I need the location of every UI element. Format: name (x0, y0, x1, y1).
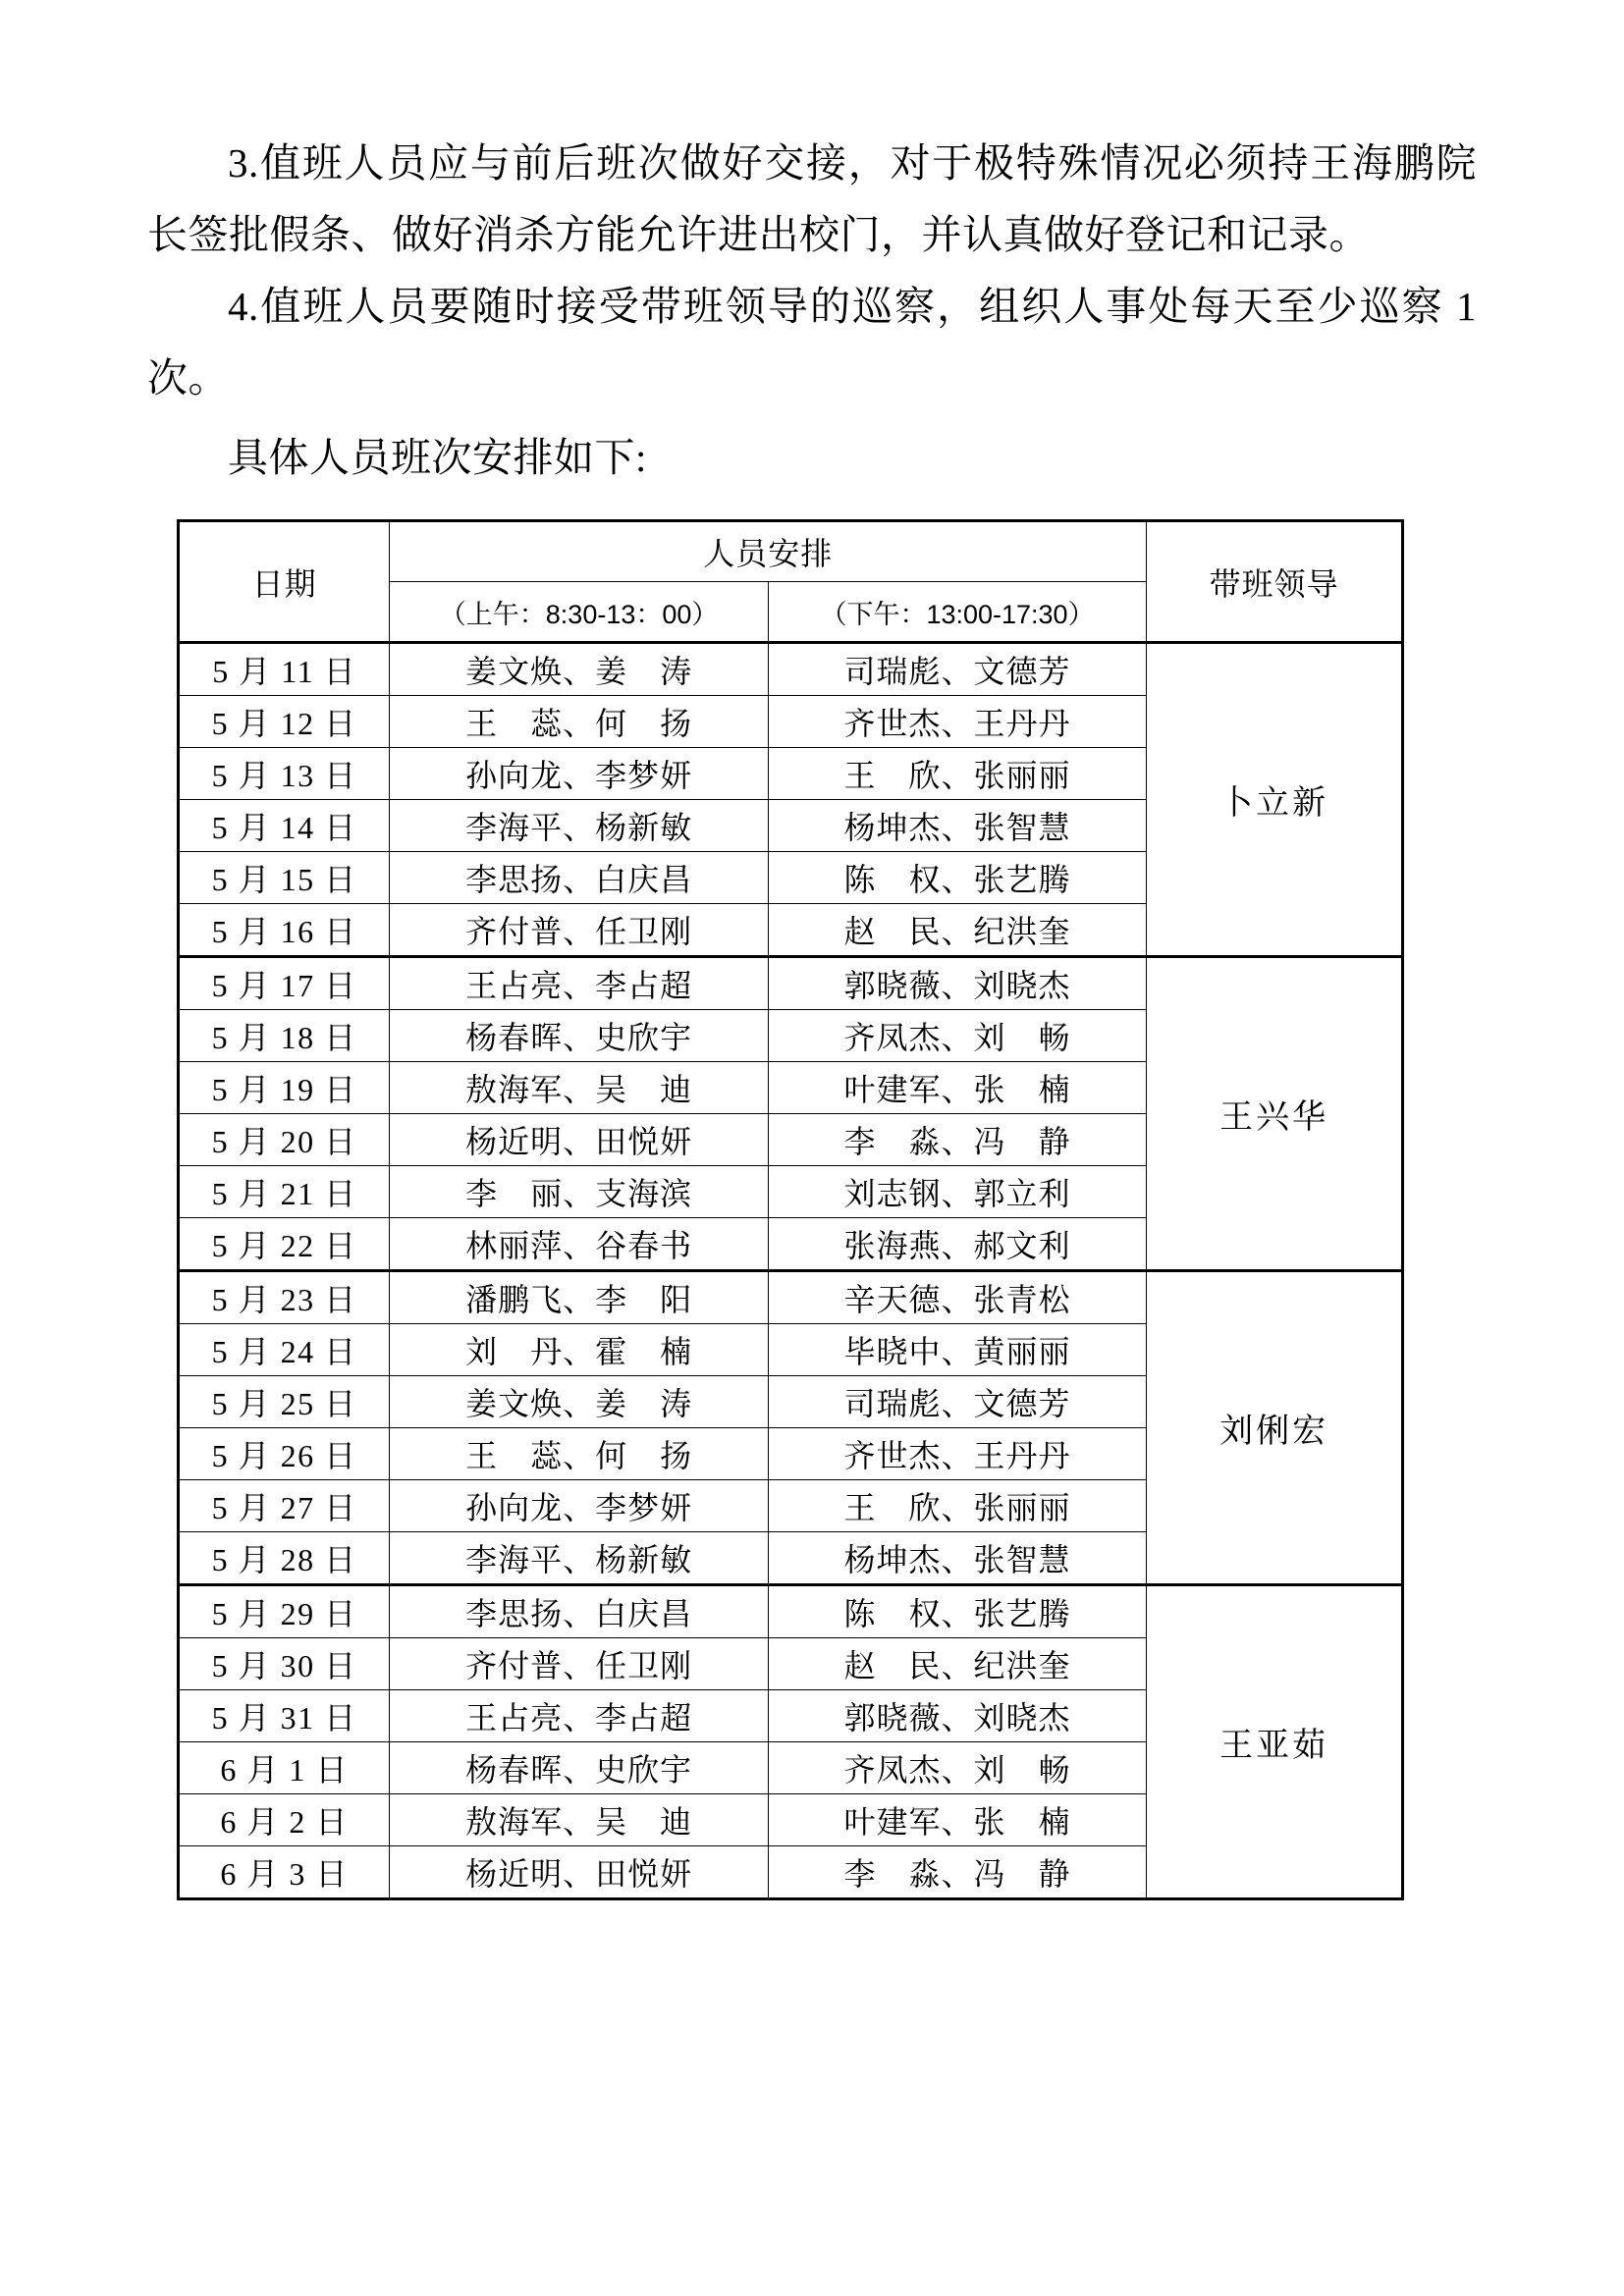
cell-morning-staff: 杨春晖、史欣宇 (390, 1010, 768, 1062)
cell-afternoon-staff: 郭晓薇、刘晓杰 (768, 1690, 1146, 1742)
cell-date: 6 月 2 日 (179, 1794, 390, 1846)
cell-afternoon-staff: 齐世杰、王丹丹 (768, 696, 1146, 748)
cell-afternoon-staff: 郭晓薇、刘晓杰 (768, 957, 1146, 1010)
cell-morning-staff: 王 蕊、何 扬 (390, 1428, 768, 1480)
cell-date: 5 月 27 日 (179, 1480, 390, 1532)
cell-date: 5 月 29 日 (179, 1585, 390, 1638)
cell-afternoon-staff: 李 淼、冯 静 (768, 1846, 1146, 1899)
cell-morning-staff: 王 蕊、何 扬 (390, 696, 768, 748)
header-morning-shift: （上午：8:30-13：00） (390, 582, 768, 643)
cell-afternoon-staff: 叶建军、张 楠 (768, 1062, 1146, 1114)
cell-morning-staff: 刘 丹、霍 楠 (390, 1324, 768, 1376)
cell-morning-staff: 孙向龙、李梦妍 (390, 748, 768, 800)
cell-afternoon-staff: 李 淼、冯 静 (768, 1114, 1146, 1166)
cell-morning-staff: 姜文焕、姜 涛 (390, 643, 768, 696)
cell-morning-staff: 杨近明、田悦妍 (390, 1114, 768, 1166)
cell-morning-staff: 王占亮、李占超 (390, 957, 768, 1010)
schedule-lead-in: 具体人员班次安排如下: (228, 435, 647, 480)
cell-afternoon-staff: 王 欣、张丽丽 (768, 748, 1146, 800)
cell-date: 5 月 23 日 (179, 1271, 390, 1324)
cell-morning-staff: 齐付普、任卫刚 (390, 1638, 768, 1690)
cell-morning-staff: 李海平、杨新敏 (390, 800, 768, 852)
cell-date: 5 月 28 日 (179, 1532, 390, 1585)
cell-afternoon-staff: 赵 民、纪洪奎 (768, 904, 1146, 957)
cell-date: 5 月 20 日 (179, 1114, 390, 1166)
cell-date: 5 月 25 日 (179, 1376, 390, 1428)
cell-shift-leader: 刘俐宏 (1147, 1271, 1403, 1585)
cell-morning-staff: 齐付普、任卫刚 (390, 904, 768, 957)
cell-afternoon-staff: 司瑞彪、文德芳 (768, 1376, 1146, 1428)
table-header (179, 521, 1403, 643)
cell-date: 5 月 18 日 (179, 1010, 390, 1062)
cell-afternoon-staff: 刘志钢、郭立利 (768, 1166, 1146, 1218)
cell-date: 5 月 11 日 (179, 643, 390, 696)
header-date: 日期 (179, 521, 390, 643)
cell-morning-staff: 李 丽、支海滨 (390, 1166, 768, 1218)
cell-date: 5 月 17 日 (179, 957, 390, 1010)
cell-morning-staff: 杨近明、田悦妍 (390, 1846, 768, 1899)
cell-date: 5 月 22 日 (179, 1218, 390, 1271)
cell-shift-leader: 王亚茹 (1147, 1585, 1403, 1899)
cell-morning-staff: 敖海军、吴 迪 (390, 1794, 768, 1846)
cell-morning-staff: 姜文焕、姜 涛 (390, 1376, 768, 1428)
cell-date: 5 月 24 日 (179, 1324, 390, 1376)
cell-date: 5 月 14 日 (179, 800, 390, 852)
header-shift-leader: 带班领导 (1147, 521, 1403, 643)
cell-afternoon-staff: 王 欣、张丽丽 (768, 1480, 1146, 1532)
header-afternoon-shift: （下午：13:00-17:30） (768, 582, 1146, 643)
cell-afternoon-staff: 杨坤杰、张智慧 (768, 800, 1146, 852)
cell-shift-leader: 王兴华 (1147, 957, 1403, 1271)
cell-afternoon-staff: 司瑞彪、文德芳 (768, 643, 1146, 696)
cell-date: 5 月 12 日 (179, 696, 390, 748)
cell-date: 5 月 15 日 (179, 852, 390, 904)
table-row (179, 957, 1403, 1010)
table-row (179, 643, 1403, 696)
table-row (179, 1271, 1403, 1324)
cell-morning-staff: 孙向龙、李梦妍 (390, 1480, 768, 1532)
cell-afternoon-staff: 齐世杰、王丹丹 (768, 1428, 1146, 1480)
cell-afternoon-staff: 陈 权、张艺腾 (768, 1585, 1146, 1638)
cell-date: 5 月 30 日 (179, 1638, 390, 1690)
cell-date: 6 月 1 日 (179, 1742, 390, 1794)
cell-afternoon-staff: 毕晓中、黄丽丽 (768, 1324, 1146, 1376)
paragraph-item-3: 3.值班人员应与前后班次做好交接，对于极特殊情况必须持王海鹏院长签批假条、做好消杀方能允许进出校门，并认真做好登记和记录。 (147, 140, 1477, 257)
cell-afternoon-staff: 齐凤杰、刘 畅 (768, 1010, 1146, 1062)
header-personnel-arrangement: 人员安排 (390, 521, 1147, 582)
cell-afternoon-staff: 叶建军、张 楠 (768, 1794, 1146, 1846)
cell-date: 5 月 26 日 (179, 1428, 390, 1480)
cell-date: 5 月 13 日 (179, 748, 390, 800)
cell-afternoon-staff: 陈 权、张艺腾 (768, 852, 1146, 904)
cell-shift-leader: 卜立新 (1147, 643, 1403, 957)
cell-morning-staff: 李思扬、白庆昌 (390, 1585, 768, 1638)
table-row (179, 1585, 1403, 1638)
paragraph-item-4: 4.值班人员要随时接受带班领导的巡察，组织人事处每天至少巡察 1 次。 (147, 284, 1477, 400)
cell-afternoon-staff: 齐凤杰、刘 畅 (768, 1742, 1146, 1794)
cell-afternoon-staff: 张海燕、郝文利 (768, 1218, 1146, 1271)
cell-morning-staff: 敖海军、吴 迪 (390, 1062, 768, 1114)
cell-morning-staff: 王占亮、李占超 (390, 1690, 768, 1742)
cell-morning-staff: 李思扬、白庆昌 (390, 852, 768, 904)
cell-date: 5 月 31 日 (179, 1690, 390, 1742)
table-body (179, 643, 1403, 1899)
cell-afternoon-staff: 杨坤杰、张智慧 (768, 1532, 1146, 1585)
cell-afternoon-staff: 赵 民、纪洪奎 (768, 1638, 1146, 1690)
cell-morning-staff: 李海平、杨新敏 (390, 1532, 768, 1585)
cell-afternoon-staff: 辛天德、张青松 (768, 1271, 1146, 1324)
cell-date: 6 月 3 日 (179, 1846, 390, 1899)
cell-date: 5 月 21 日 (179, 1166, 390, 1218)
cell-date: 5 月 16 日 (179, 904, 390, 957)
duty-schedule-table (177, 519, 1404, 1900)
cell-morning-staff: 杨春晖、史欣宇 (390, 1742, 768, 1794)
cell-date: 5 月 19 日 (179, 1062, 390, 1114)
cell-morning-staff: 林丽萍、谷春书 (390, 1218, 768, 1271)
cell-morning-staff: 潘鹏飞、李 阳 (390, 1271, 768, 1324)
